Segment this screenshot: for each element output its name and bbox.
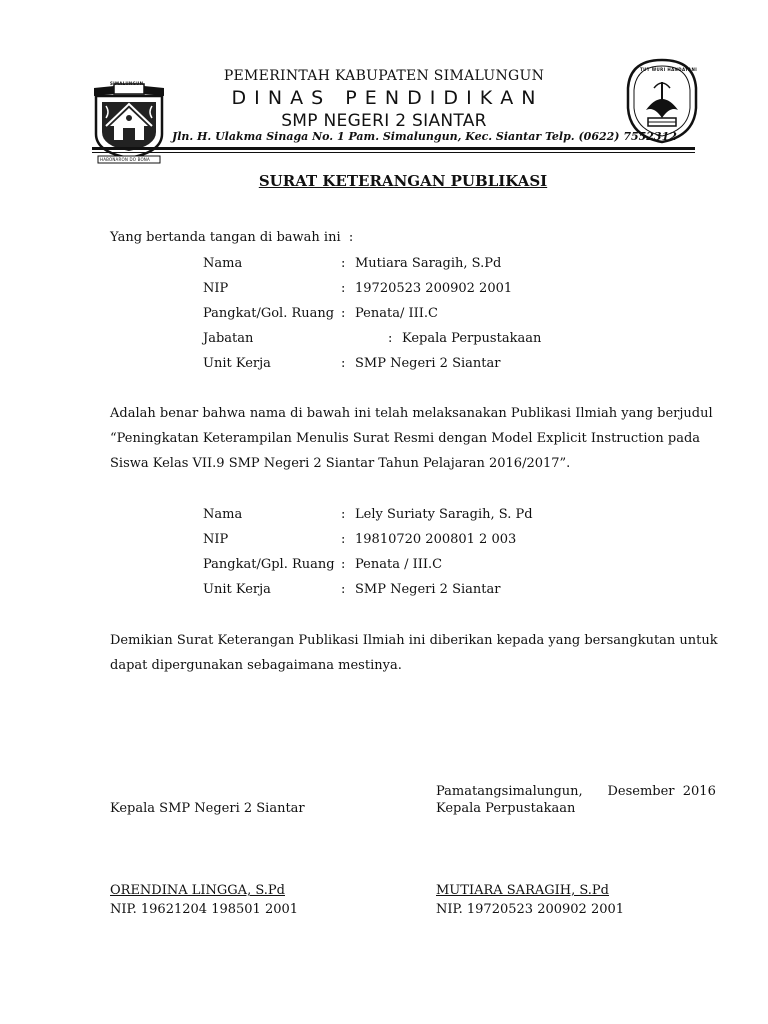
field-colon: : — [341, 306, 346, 321]
field-value: Penata / III.C — [355, 557, 443, 572]
left-signer-position: Kepala SMP Negeri 2 Siantar — [110, 801, 305, 816]
field-value: Penata/ III.C — [355, 306, 438, 321]
right-signer-position: Kepala Perpustakaan — [436, 801, 576, 816]
right-signer-name: MUTIARA SARAGIH, S.Pd — [436, 883, 610, 898]
signer-row — [0, 356, 768, 376]
field-label: NIP — [203, 532, 229, 547]
header-divider-thin — [92, 152, 695, 153]
field-label: Pangkat/Gpl. Ruang — [203, 557, 335, 572]
field-colon: : — [341, 256, 346, 271]
field-colon: : — [341, 507, 346, 522]
paragraph-line: Siswa Kelas VII.9 SMP Negeri 2 Siantar Tahun Pelajaran 2016/2017”. — [110, 456, 571, 471]
school-name: SMP NEGERI 2 SIANTAR — [281, 111, 487, 131]
left-logo-motto-text: HABONARON DO BONA — [100, 157, 150, 162]
subject-row — [0, 532, 768, 552]
paragraph-line: “Peningkatan Keterampilan Menulis Surat Resmi dengan Model Explicit Instruction pada — [110, 431, 701, 446]
field-label: Nama — [203, 507, 243, 522]
field-colon: : — [341, 356, 346, 371]
agency-name: D I N A S P E N D I D I K A N — [231, 87, 537, 109]
field-label: Unit Kerja — [203, 582, 271, 597]
left-logo-banner-text: SIMALUNGUN — [110, 81, 144, 86]
field-value: Lely Suriaty Saragih, S. Pd — [355, 507, 533, 522]
government-line: PEMERINTAH KABUPATEN SIMALUNGUN — [223, 68, 545, 84]
signer-row — [0, 331, 768, 351]
field-colon: : — [341, 557, 346, 572]
right-logo-text: TUT WURI HANDAYANI — [640, 67, 698, 72]
paragraph-line: Adalah benar bahwa nama di bawah ini telah melaksanakan Publikasi Ilmiah yang berjudul — [110, 406, 713, 421]
field-label: Nama — [203, 256, 243, 271]
field-colon: : — [388, 331, 393, 346]
field-label: NIP — [203, 281, 229, 296]
left-signer-name: ORENDINA LINGGA, S.Pd — [110, 883, 285, 898]
closing-paragraph — [110, 628, 718, 678]
field-label: Jabatan — [203, 331, 254, 346]
field-value: 19810720 200801 2 003 — [355, 532, 517, 547]
document-title: SURAT KETERANGAN PUBLIKASI — [258, 172, 548, 190]
left-signer-nip: NIP. 19621204 198501 2001 — [110, 902, 299, 917]
subject-row — [0, 507, 768, 527]
paragraph-line: Demikian Surat Keterangan Publikasi Ilmiah ini diberikan kepada yang bersangkutan untuk — [110, 633, 718, 648]
header-divider-thick — [92, 147, 695, 150]
field-colon: : — [341, 532, 346, 547]
signer-row — [0, 256, 768, 276]
subject-row — [0, 557, 768, 577]
field-label: Pangkat/Gol. Ruang — [203, 306, 335, 321]
field-value: 19720523 200902 2001 — [355, 281, 513, 296]
place-date: Pamatangsimalungun, Desember 2016 — [436, 784, 716, 799]
right-signer-nip: NIP. 19720523 200902 2001 — [436, 902, 625, 917]
field-colon: : — [341, 582, 346, 597]
field-label: Unit Kerja — [203, 356, 271, 371]
field-value: SMP Negeri 2 Siantar — [355, 582, 501, 597]
paragraph-line: dapat dipergunakan sebagaimana mestinya. — [110, 658, 402, 673]
field-value: Kepala Perpustakaan — [402, 331, 542, 346]
intro-text: Yang bertanda tangan di bawah ini : — [110, 230, 354, 245]
signer-row — [0, 306, 768, 326]
field-colon: : — [341, 281, 346, 296]
signer-row — [0, 281, 768, 301]
school-address: Jln. H. Ulakma Sinaga No. 1 Pam. Simalungun, Kec. Siantar Telp. (0622) 7552312 — [172, 130, 677, 143]
subject-row — [0, 582, 768, 602]
field-value: SMP Negeri 2 Siantar — [355, 356, 501, 371]
statement-paragraph — [110, 401, 713, 476]
field-value: Mutiara Saragih, S.Pd — [355, 256, 502, 271]
